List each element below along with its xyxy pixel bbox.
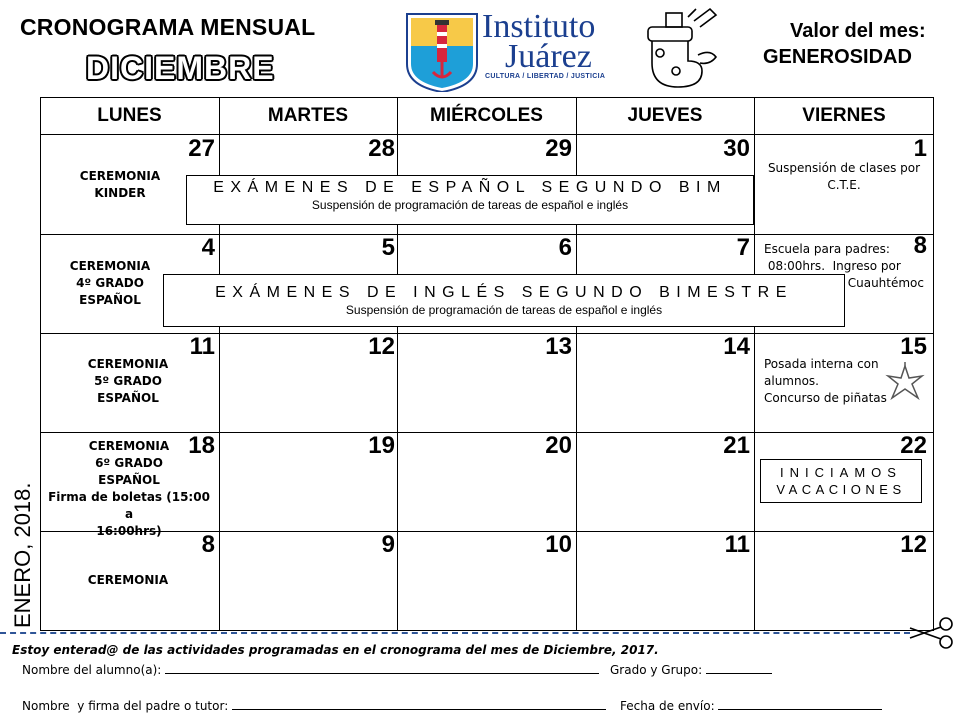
value-of-month-label: Valor del mes:: [790, 20, 926, 42]
day-number: 27: [188, 135, 215, 162]
day-number: 14: [723, 333, 750, 360]
exam-banner-spanish: EXÁMENES DE ESPAÑOL SEGUNDO BIM Suspensión de programación de tareas de español e inglés: [186, 175, 754, 225]
day-number: 4: [201, 234, 215, 261]
day-number: 8: [201, 531, 215, 558]
day-number: 13: [545, 333, 572, 360]
day-header-tuesday: MARTES: [267, 105, 349, 126]
vacation-banner: INICIAMOS VACACIONES: [760, 459, 922, 503]
monday-note: CEREMONIA 5º GRADO ESPAÑOL: [87, 357, 169, 405]
day-number: 11: [189, 333, 215, 360]
logo-name-line2: Juárez: [505, 38, 592, 75]
grid-divider: [754, 97, 755, 631]
day-number: 30: [723, 135, 750, 162]
friday-note: Escuela para padres: 08:00hrs. Ingreso por Cuauhtémoc: [764, 242, 924, 290]
date-field[interactable]: [718, 698, 882, 710]
day-number: 12: [368, 333, 395, 360]
day-number: 6: [558, 234, 572, 261]
svg-text:ENERO, 2018.: ENERO, 2018.: [10, 482, 35, 628]
day-number: 7: [736, 234, 750, 261]
day-number: 19: [368, 432, 395, 459]
acknowledgement-text: Estoy enterad@ de las actividades programadas en el cronograma del mes de Diciembre, 2017.: [12, 643, 659, 657]
parent-row: Nombre y firma del padre o tutor:: [22, 698, 606, 713]
month-title: DICIEMBRE: [86, 50, 275, 86]
monday-note: CEREMONIA KINDER: [79, 169, 161, 200]
logo-name-line1: Instituto: [482, 8, 596, 45]
monday-note: CEREMONIA 6º GRADO ESPAÑOL Firma de boletas (15:00 a 16:00hrs): [48, 439, 210, 538]
day-header-monday: LUNES: [97, 105, 162, 126]
group-row: Grado y Grupo:: [610, 662, 772, 677]
value-of-month: GENEROSIDAD: [763, 46, 912, 68]
friday-note: Posada interna con alumnos. Concurso de piñatas: [764, 357, 887, 405]
day-number: 10: [545, 531, 572, 558]
date-row: Fecha de envío:: [620, 698, 882, 713]
day-number: 8: [913, 232, 927, 259]
day-number: 9: [381, 531, 395, 558]
day-number: 28: [368, 135, 395, 162]
student-name-row: Nombre del alumno(a):: [22, 662, 599, 677]
next-month-label: [6, 460, 36, 630]
scissors-icon: [908, 616, 956, 650]
day-number: 18: [188, 432, 215, 459]
day-header-wednesday: MIÉRCOLES: [430, 105, 543, 126]
cut-line: [0, 632, 910, 634]
page-title: CRONOGRAMA MENSUAL: [20, 14, 316, 40]
monday-note: CEREMONIA: [87, 573, 169, 587]
group-field[interactable]: [706, 662, 772, 674]
day-number: 5: [381, 234, 395, 261]
day-number: 15: [900, 333, 927, 360]
day-number: 21: [723, 432, 750, 459]
day-number: 1: [913, 135, 927, 162]
day-header-friday: VIERNES: [802, 105, 886, 126]
exam-banner-english: EXÁMENES DE INGLÉS SEGUNDO BIMESTRE Suspensión de programación de tareas de español e inglés: [163, 274, 845, 327]
parent-signature-field[interactable]: [232, 698, 606, 710]
friday-note: Suspensión de clases por C.T.E.: [767, 161, 921, 192]
pinata-icon: [884, 362, 926, 404]
day-number: 12: [900, 531, 927, 558]
monday-note: CEREMONIA 4º GRADO ESPAÑOL: [69, 259, 151, 307]
christmas-stocking-icon: [636, 5, 726, 93]
day-number: 20: [545, 432, 572, 459]
day-header-thursday: JUEVES: [627, 105, 703, 126]
student-name-field[interactable]: [165, 662, 599, 674]
day-number: 22: [900, 432, 927, 459]
day-number: 11: [724, 531, 750, 558]
logo-tagline: CULTURA / LIBERTAD / JUSTICIA: [485, 73, 606, 80]
day-number: 29: [545, 135, 572, 162]
